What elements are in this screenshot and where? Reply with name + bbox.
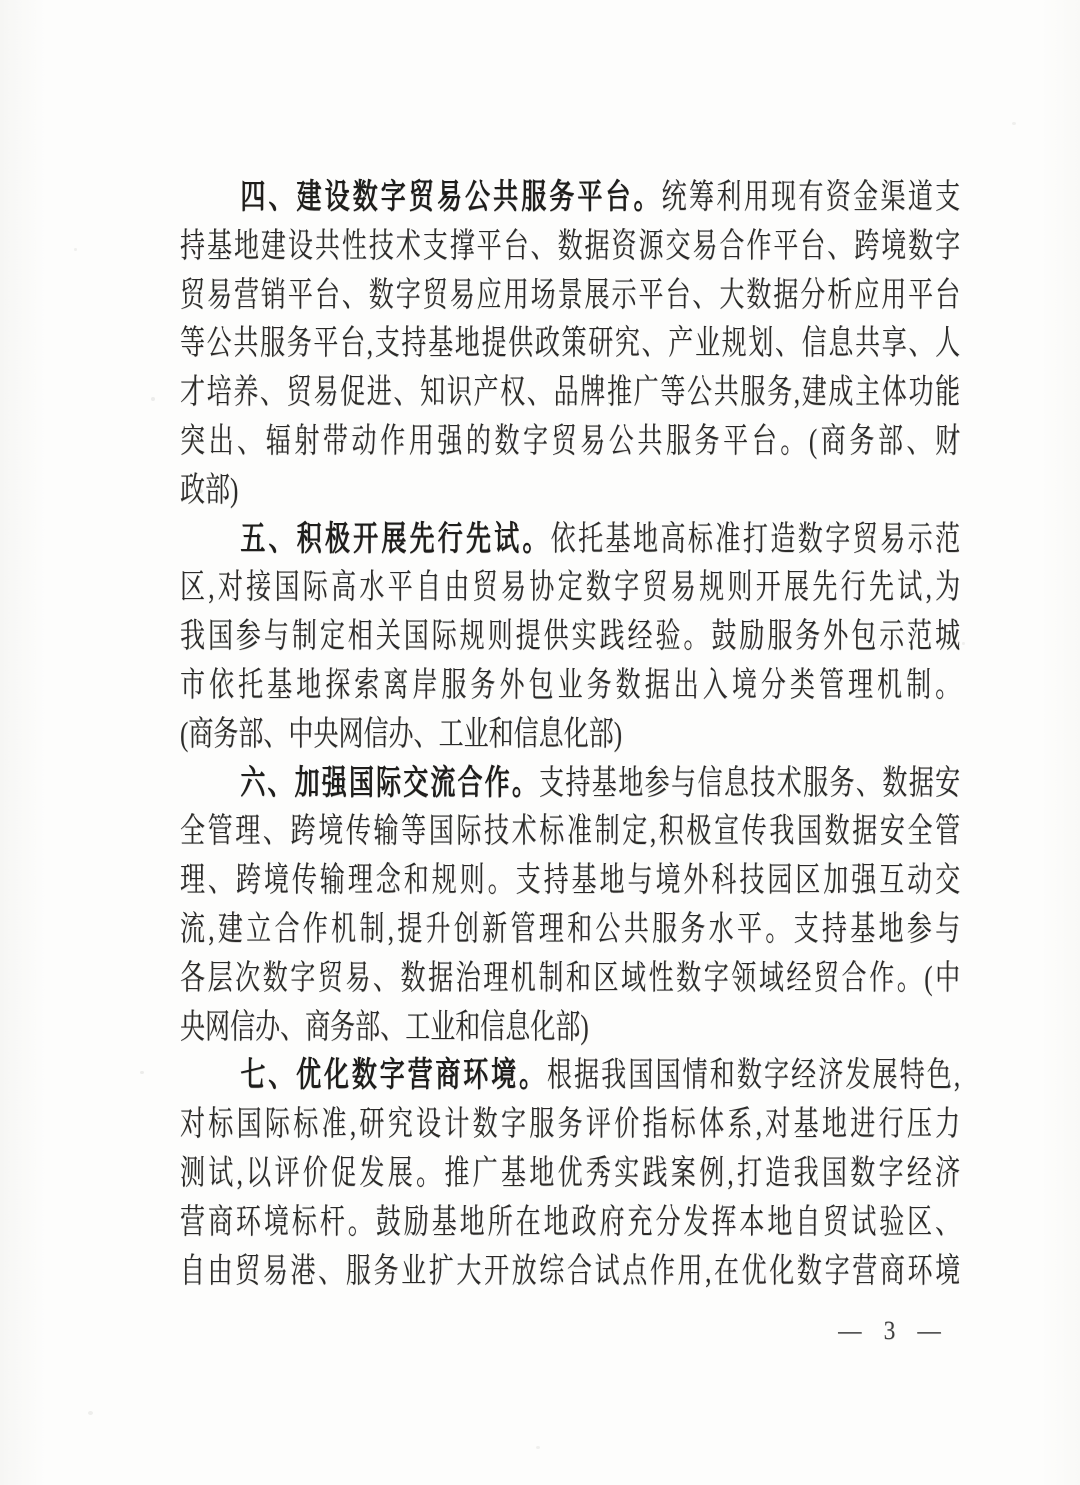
scan-speck bbox=[74, 248, 77, 251]
body-text: 市依托基地探索离岸服务外包业务数据出入境分类管理机制。 bbox=[180, 666, 961, 704]
body-line bbox=[180, 1199, 960, 1248]
body-line bbox=[180, 564, 960, 613]
body-text: 央网信办、商务部、工业和信息化部) bbox=[180, 1008, 589, 1046]
body-line bbox=[180, 955, 960, 1004]
body-line bbox=[180, 467, 960, 516]
body-text: 贸易营销平台、数字贸易应用场景展示平台、大数据分析应用平台 bbox=[180, 276, 961, 314]
body-text: 对标国际标准,研究设计数字服务评价指标体系,对基地进行压力 bbox=[180, 1106, 961, 1144]
scan-speck bbox=[151, 397, 155, 401]
body-text: (商务部、中央网信办、工业和信息化部) bbox=[180, 715, 623, 753]
scan-speck bbox=[140, 1071, 144, 1074]
body-text: 依托基地高标准打造数字贸易示范 bbox=[550, 520, 961, 558]
body-text: 等公共服务平台,支持基地提供政策研究、产业规划、信息共享、人 bbox=[180, 325, 961, 363]
body-text: 区,对接国际高水平自由贸易协定数字贸易规则开展先行先试,为 bbox=[180, 569, 961, 607]
body-text: 政部) bbox=[180, 471, 239, 509]
page-number: — 3 — bbox=[838, 1316, 949, 1345]
body-line bbox=[180, 808, 960, 857]
body-line bbox=[180, 369, 960, 418]
scan-speck bbox=[88, 1411, 93, 1415]
body-text: 测试,以评价促发展。推广基地优秀实践案例,打造我国数字经济 bbox=[180, 1154, 961, 1192]
scan-speck bbox=[536, 1446, 540, 1449]
section-heading: 六、加强国际交流合作。 bbox=[240, 764, 539, 802]
body-text: 突出、辐射带动作用强的数字贸易公共服务平台。(商务部、财 bbox=[180, 422, 961, 460]
body-text: 我国参与制定相关国际规则提供实践经验。鼓励服务外包示范城 bbox=[180, 618, 961, 656]
body-line bbox=[180, 272, 960, 321]
body-text: 各层次数字贸易、数据治理机制和区域性数字领域经贸合作。(中 bbox=[180, 959, 961, 997]
body-text: 全管理、跨境传输等国际技术标准制定,积极宣传我国数据安全管 bbox=[180, 813, 961, 851]
body-text: 支持基地参与信息技术服务、数据安 bbox=[538, 764, 961, 802]
body-line bbox=[180, 906, 960, 955]
body-line bbox=[180, 857, 960, 906]
body-line bbox=[180, 711, 960, 760]
body-line bbox=[180, 418, 960, 467]
body-text: 统筹利用现有资金渠道支 bbox=[661, 179, 961, 216]
body-line bbox=[180, 1101, 960, 1150]
body-line bbox=[180, 320, 960, 369]
body-text: 持基地建设共性技术支撑平台、数据资源交易合作平台、跨境数字 bbox=[180, 227, 961, 265]
scan-speck bbox=[1012, 122, 1016, 125]
body-text: 流,建立合作机制,提升创新管理和公共服务水平。支持基地参与 bbox=[180, 910, 961, 948]
section-heading: 五、积极开展先行先试。 bbox=[240, 520, 551, 558]
document-body bbox=[180, 174, 1080, 1296]
body-text: 根据我国国情和数字经济发展特色, bbox=[546, 1057, 961, 1095]
body-text: 才培养、贸易促进、知识产权、品牌推广等公共服务,建成主体功能 bbox=[180, 374, 961, 412]
body-text: 营商环境标杆。鼓励基地所在地政府充分发挥本地自贸试验区、 bbox=[180, 1203, 961, 1241]
section-heading-line bbox=[180, 516, 960, 565]
section-heading-line bbox=[180, 174, 960, 223]
body-line bbox=[180, 1004, 960, 1053]
body-text: 理、跨境传输理念和规则。支持基地与境外科技园区加强互动交 bbox=[180, 862, 961, 900]
section-heading: 四、建设数字贸易公共服务平台。 bbox=[240, 179, 662, 216]
body-line bbox=[180, 662, 960, 711]
section-heading-line bbox=[180, 1052, 960, 1101]
body-line bbox=[180, 1150, 960, 1199]
section-heading-line bbox=[180, 760, 960, 809]
body-line bbox=[180, 223, 960, 272]
body-text: 自由贸易港、服务业扩大开放综合试点作用,在优化数字营商环境 bbox=[180, 1252, 961, 1290]
section-heading: 七、优化数字营商环境。 bbox=[240, 1057, 547, 1095]
body-line bbox=[180, 1248, 960, 1297]
body-line bbox=[180, 613, 960, 662]
